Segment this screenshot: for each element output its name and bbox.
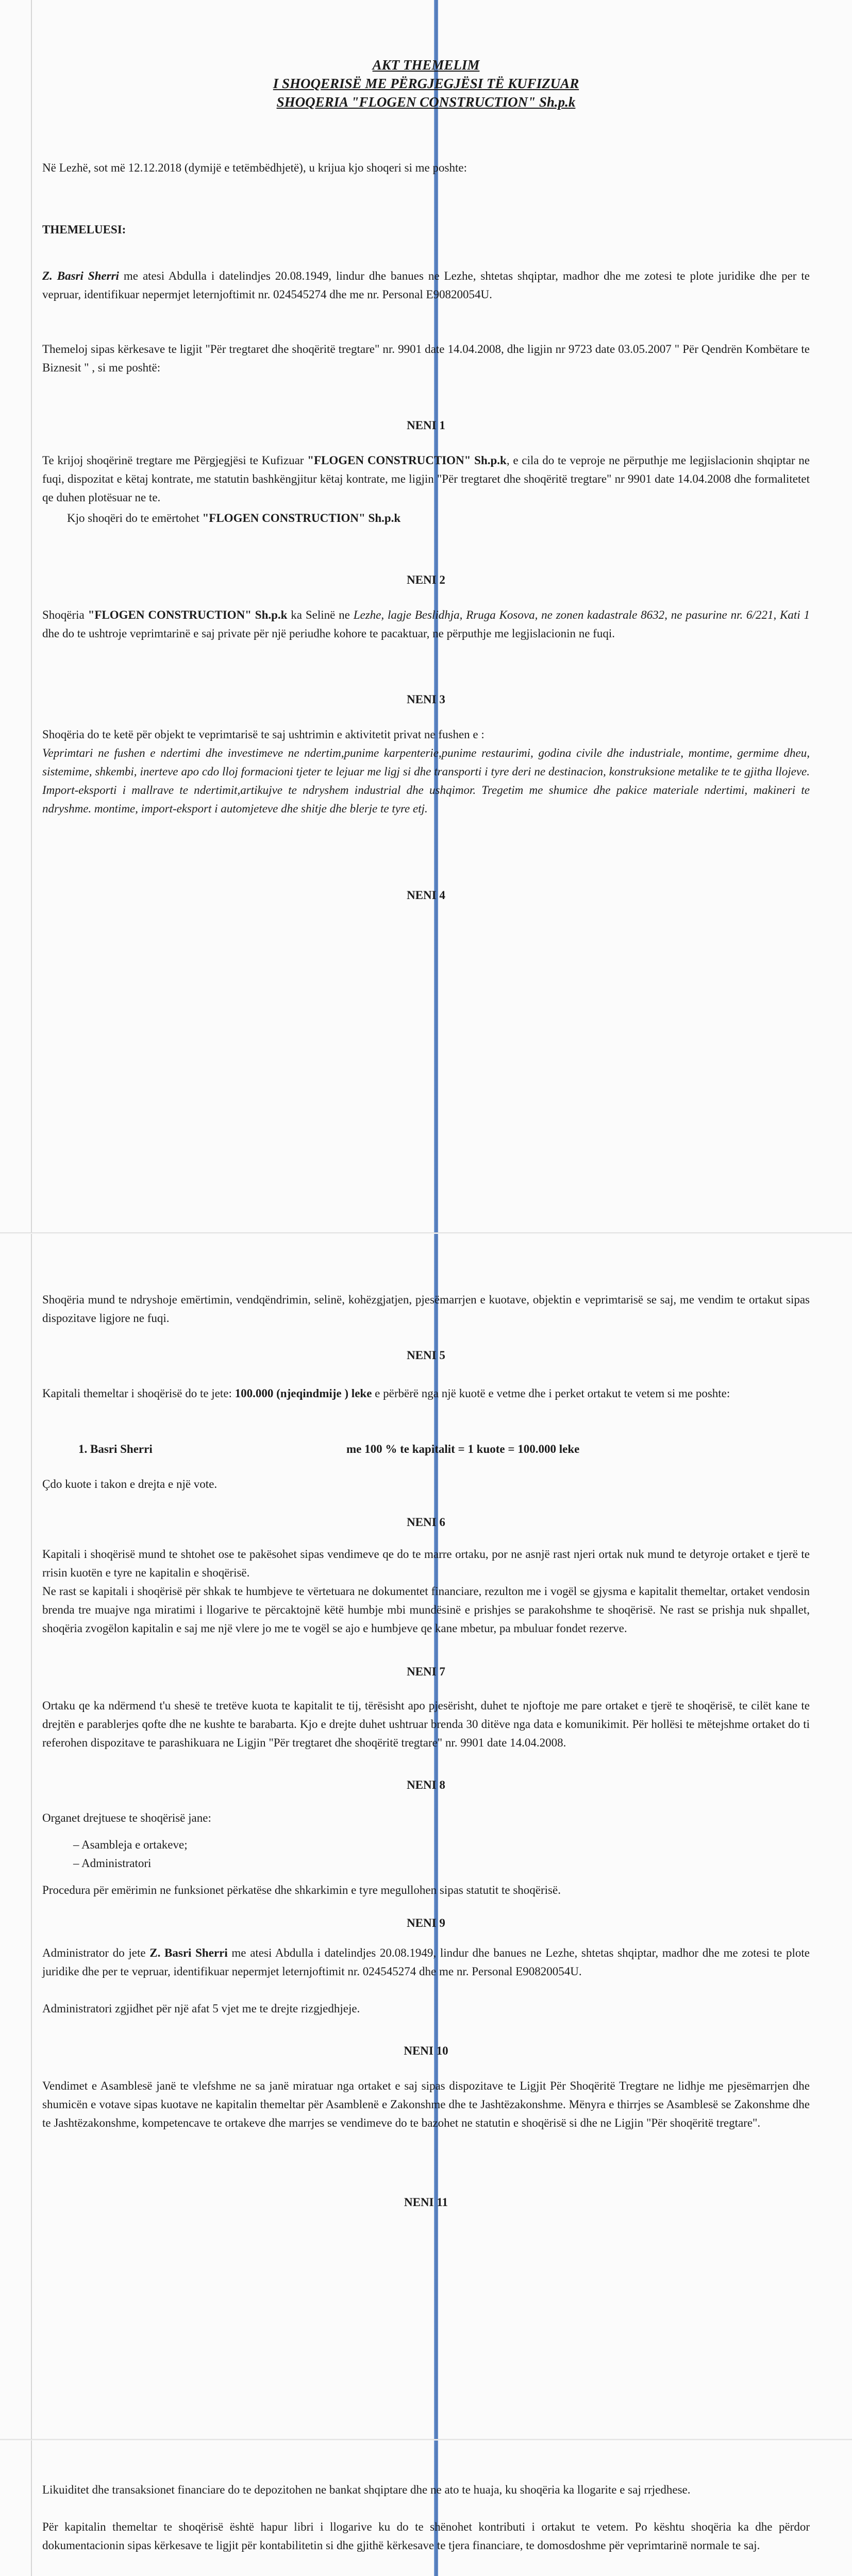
neni-11-paragraph-1: Likuiditet dhe transaksionet financiare do te depozitohen ne bankat shqiptare dhe ne ato te huaja, ku shoqëria ka llogarite e saj rrjedhese.: [42, 2483, 691, 2496]
neni-5-heading: NENI 5: [407, 1349, 445, 1362]
neni-2-text: [42, 606, 810, 643]
document-page-1: [0, 0, 852, 1234]
neni-2-text-a: Shoqëria: [42, 608, 88, 621]
neni-7-text: Ortaku qe ka ndërmend t'u shesë te tretëve kuota te kapitalit te tij, tërësisht apo pjesërisht, duhet te njoftoje me pare ortaket e tjerë te shoqërisë, te cilët kane te drejtën e parablerjes qofte dhe ne kushte te barabarta. Kjo e drejte duhet ushtruar brenda 30 ditëve nga data e komunikimit. Për hollësi te mëtejshme ortaket do ti referohen dispozitave te parashikuara ne Ligjin "Për tregtaret dhe shoqëritë tregtare" nr. 9901 date 14.04.2008.: [42, 1699, 810, 1749]
neni-2-text-e: dhe do te ushtroje veprimtarinë e saj private për një periudhe kohore te pacaktuar, ne përputhje me legjislacionin ne fuqi.: [42, 627, 615, 640]
neni-2-heading: NENI 2: [407, 573, 445, 586]
document-page-3: [0, 2441, 852, 2576]
neni-9-text-a: Administrator do jete: [42, 1946, 150, 1959]
founders-heading-text: THEMELUESI:: [42, 223, 126, 236]
neni-1-text: Te krijoj shoqërinë tregtare me Përgjegjësi te Kufizuar "FLOGEN CONSTRUCTION" Sh.p.k, e cila do te veproje ne përputhje me legjislacionin shqiptar ne fuqi, dispozitat e këtaj kontrate, me statutin bashkëngjitur këtaj kontrate, me ligjin "Për tregtaret dhe shoqëritë tregtare" nr 9901 date 14.04.2008 dhe formalitetet qe duhen plotësuar ne te.: [42, 454, 810, 504]
share-holder-detail: me 100 % te kapitalit = 1 kuote = 100.000 leke: [346, 1443, 580, 1455]
document-title: [42, 56, 810, 111]
law-basis-paragraph: Themeloj sipas kërkesave te ligjit "Për tregtaret dhe shoqëritë tregtare" nr. 9901 date 14.04.2008, dhe ligjin nr 9723 date 03.05.2007 " Për Qendrën Kombëtare te Biznesit " , si me poshtë:: [42, 343, 810, 374]
neni-5-capital: 100.000 (njeqindmije ) leke: [235, 1387, 372, 1400]
neni-5-text: [42, 1384, 810, 1403]
founder-details: me atesi Abdulla i datelindjes 20.08.1949, lindur dhe banues ne Lezhe, shtetas shqiptar, madhor dhe me zotesi te plote juridike dhe per te vepruar, identifikuar nepermjet leternjoftimit nr. 024545274 dhe me nr. Personal E90820054U.: [42, 269, 810, 301]
neni-3-intro: Shoqëria do te ketë për objekt te veprimtarisë te saj ushtrimin e aktivitetit privat ne fushen e :: [42, 728, 485, 741]
list-item: – Administratori: [73, 1857, 152, 1870]
neni-5-text-a: Kapitali themeltar i shoqërisë do te jete:: [42, 1387, 235, 1400]
neni-11-heading: NENI 11: [404, 2196, 448, 2209]
neni-4-text: Shoqëria mund te ndryshoje emërtimin, vendqëndrimin, selinë, kohëzgjatjen, pjesëmarrjen e kuotave, objektin e veprimtarisë se saj, me vendim te ortakut sipas dispozitave ligjore ne fuqi.: [42, 1293, 810, 1325]
neni-3-activities: Veprimtari ne fushen e ndertimi dhe investimeve ne ndertim,punime karpenterie,punime restaurimi, godina civile dhe industriale, montime, germime dheu, sistemime, shkembi, inerteve apo cdo lloj formacioni tjeter te lejuar me ligj si dhe transporti i tyre deri ne destinacion, konstruksione metalike te te gjitha llojeve. Import-eksporti i mallrave te ndertimit,artikujve te ndryshem industrial dhe ushqimor. Tregetim me shumice dhe pakice materiale ndertimi, makineri te ndryshme. montime, import-eksport i automjeteve dhe shitje dhe blerje te tyre etj.: [42, 747, 810, 815]
neni-2-text-c: ka Selinë ne: [287, 608, 354, 621]
neni-9-heading: NENI 9: [407, 1917, 445, 1929]
title-line-2: I SHOQERISË ME PËRGJEGJËSI TË KUFIZUAR: [273, 76, 579, 91]
list-item: – Asambleja e ortakeve;: [73, 1838, 188, 1851]
share-holder-name: 1. Basri Sherri: [78, 1443, 153, 1455]
organ-administrator: Administratori: [81, 1857, 152, 1870]
neni-11-paragraph-2: Për kapitalin themeltar te shoqërisë është hapur libri i llogarive ku do te shënohet kontributi i ortakut te vetem. Po kështu shoqëria ka dhe përdor dokumentacionin sipas kërkesave te ligjit për kontabilitetin si dhe gjithë kërkesave te tjera financiare, te domosdoshme për veprimtarinë normale te saj.: [42, 2520, 810, 2552]
neni-8-outro: Procedura për emërimin ne funksionet përkatëse dhe shkarkimin e tyre megullohen sipas statutit te shoqërisë.: [42, 1884, 561, 1896]
neni-4-heading: NENI 4: [407, 889, 445, 902]
neni-1-company-name: FLOGEN CONSTRUCTION" Sh.p.k: [313, 454, 507, 467]
founder-name: Z. Basri Sherri: [42, 269, 119, 282]
document-page-2: [0, 1234, 852, 2441]
neni-7-heading: NENI 7: [407, 1665, 445, 1678]
neni-8-intro: Organet drejtuese te shoqërisë jane:: [42, 1811, 211, 1824]
administrator-name: Z. Basri Sherri: [149, 1946, 228, 1959]
neni-5-text-c: e përbërë nga një kuotë e vetme dhe i perket ortakut te vetem si me poshte:: [372, 1387, 730, 1400]
founder-paragraph: [42, 267, 810, 304]
neni-1-name-line: [42, 509, 810, 528]
neni-9-text-c: me atesi Abdulla i datelindjes 20.08.1949, lindur dhe banues ne Lezhe, shtetas shqiptar, madhor dhe me zotesi te plote juridike dhe per te vepruar, identifikuar nepermjet leternjoftimit nr. 024545274 dhe me nr. Personal E90820054U.: [42, 1946, 810, 1978]
organ-assembly: Asambleja e ortakeve;: [81, 1838, 188, 1851]
neni-1-name-line-b: "FLOGEN CONSTRUCTION" Sh.p.k: [202, 512, 401, 524]
neni-10-heading: NENI 10: [404, 2044, 448, 2057]
page-margin-line: [31, 0, 32, 1234]
neni-6-paragraph-2: Ne rast se kapitali i shoqërisë për shkak te humbjeve te vërtetuara ne dokumentet financiare, rezulton me i vogël se gjysma e kapitalit themeltar, ortaket vendosin brenda tre muajve nga miratimi i llogarive te përcaktojnë këtë humbje mbi mundësinë e prishjes se parakohshme te shoqërisë. Ne rast se prishja nuk shpallet, shoqëria zvogëlon kapitalin e saj me një vlere jo me te vogël se ajo e humbjeve qe kane mbetur, pa mbuluar fondet rezerve.: [42, 1585, 810, 1635]
neni-6-paragraph-1: Kapitali i shoqërisë mund te shtohet ose te pakësohet sipas vendimeve qe do te marre ortaku, por ne asnjë rast njeri ortak nuk mund te detyroje ortaket e tjerë te rrisin kuotën e tyre ne kapitalin e shoqërisë.: [42, 1548, 810, 1579]
neni-10-text: Vendimet e Asamblesë janë te vlefshme ne sa janë miratuar nga ortaket e saj sipas dispozitave te Ligjit Për Shoqëritë Tregtare ne lidhje me pjesëmarrjen dhe shumicën e votave sipas kuotave ne kapitalin themeltar për Asamblenë e Zakonshme dhe te Jashtëzakonshme. Mënyra e thirrjes se Asamblesë se Zakonshme dhe te Jashtëzakonshme, kompetencave te ortakeve dhe marrjes se vendimeve do te bazohet ne statutin e shoqërisë si dhe ne Ligjin "Për shoqëritë tregtare".: [42, 2079, 810, 2129]
neni-9-term: Administratori zgjidhet për një afat 5 vjet me te drejte rizgjedhjeje.: [42, 2002, 360, 2015]
neni-9-text: [42, 1944, 810, 1981]
neni-5-share-row: [42, 1440, 810, 1459]
neni-3-heading: NENI 3: [407, 693, 445, 706]
opening-statement: Në Lezhë, sot më 12.12.2018 (dymijë e tetëmbëdhjetë), u krijua kjo shoqeri si me poshte:: [42, 161, 467, 174]
governing-bodies-list: [42, 1836, 810, 1873]
binding-line: [434, 2441, 438, 2576]
title-line-1: AKT THEMELIM: [372, 57, 480, 73]
neni-5-votes: Çdo kuote i takon e drejta e një vote.: [42, 1478, 218, 1490]
page-margin-line: [31, 1234, 32, 2441]
neni-6-heading: NENI 6: [407, 1516, 445, 1529]
neni-1-name-line-a: Kjo shoqëri do te emërtohet: [67, 512, 203, 524]
founders-heading: [42, 221, 810, 239]
neni-1-text-c: , e cila do te veproje ne përputhje me legjislacionin shqiptar ne fuqi, dispozitat e këtaj kontrate, me statutin bashkëngjitur këtaj kontrate, me ligjin "Për tregtaret dhe shoqëritë tregtare" nr 9901 date 14.04.2008 dhe formalitetet qe duhen plotësuar ne te.: [42, 454, 810, 504]
neni-1-text-a: Te krijoj shoqërinë tregtare me Përgjegjësi te Kufizuar: [42, 454, 308, 467]
title-line-3: SHOQERIA "FLOGEN CONSTRUCTION" Sh.p.k: [276, 94, 576, 110]
page-margin-line: [31, 2441, 32, 2576]
neni-2-company-name: "FLOGEN CONSTRUCTION" Sh.p.k: [88, 608, 288, 621]
neni-1-heading: NENI 1: [407, 419, 445, 432]
neni-2-address: Lezhe, lagje Beslidhja, Rruga Kosova, ne zonen kadastrale 8632, ne pasurine nr. 6/221, Kati 1: [353, 608, 810, 621]
neni-8-heading: NENI 8: [407, 1778, 445, 1791]
